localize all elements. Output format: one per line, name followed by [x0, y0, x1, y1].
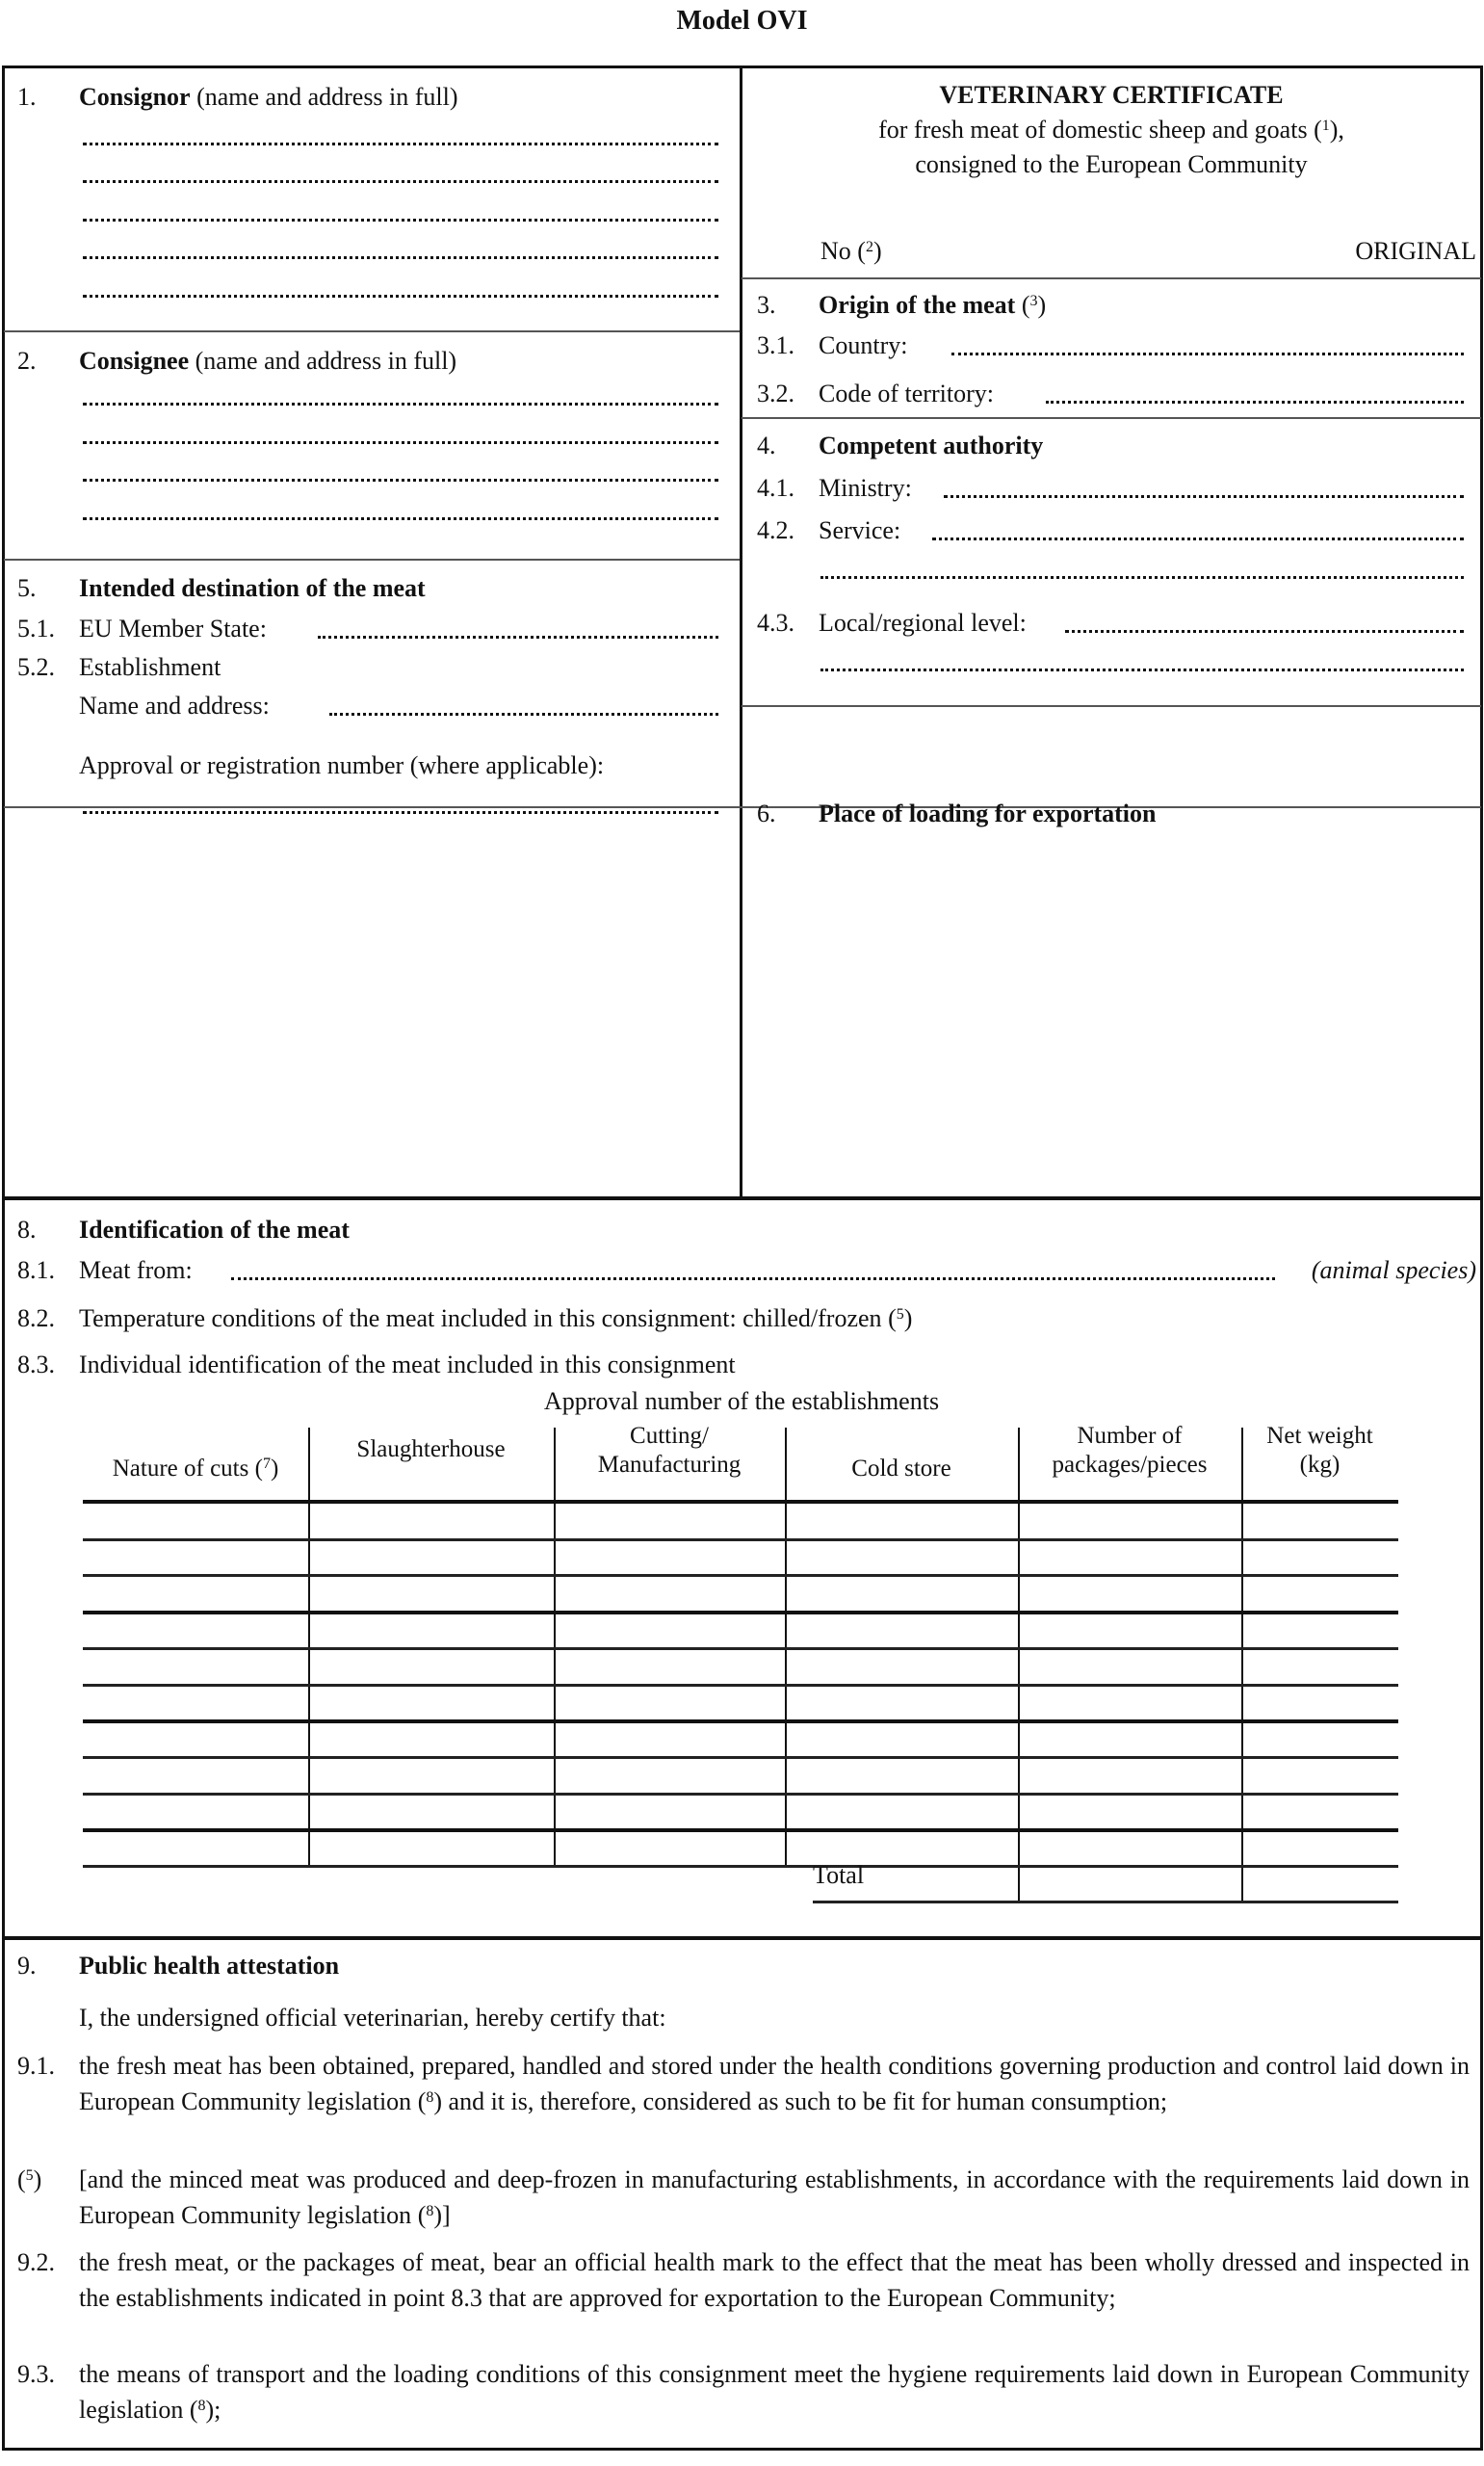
divider-section5-section7 — [4, 806, 1481, 808]
table-cell[interactable] — [1244, 1541, 1395, 1572]
consignor-line-1[interactable] — [83, 143, 718, 145]
header-label: Nature of cuts — [112, 1456, 249, 1482]
section-hint: (name and address in full) — [196, 83, 458, 111]
section-number: 8. — [17, 1216, 37, 1244]
item-number: 4.3. — [757, 609, 794, 637]
attestation-text: ] — [442, 2201, 451, 2229]
certificate-heading: VETERINARY CERTIFICATE — [939, 81, 1284, 109]
item-number: 8.2. — [17, 1304, 55, 1332]
table-cell[interactable] — [788, 1831, 1015, 1862]
table-cell[interactable] — [311, 1613, 551, 1644]
table-cell[interactable] — [1021, 1577, 1238, 1608]
section-title: Intended destination of the meat — [79, 574, 426, 602]
divider-section2-section5 — [4, 559, 740, 561]
local-level-field[interactable] — [1065, 630, 1464, 633]
header-line-2: packages/pieces — [1052, 1452, 1208, 1478]
table-cell[interactable] — [1244, 1505, 1395, 1535]
table-cell[interactable] — [86, 1831, 305, 1862]
table-cell[interactable] — [86, 1796, 305, 1826]
total-underline — [813, 1901, 1398, 1903]
table-cell[interactable] — [788, 1796, 1015, 1826]
attestation-text: ; — [214, 2396, 221, 2424]
certificate-subtitle-2: consigned to the European Community — [915, 150, 1308, 178]
meat-from-label: Meat from: — [79, 1256, 193, 1284]
table-cell[interactable] — [1021, 1831, 1238, 1862]
column-line — [554, 1428, 556, 1865]
table-cell[interactable] — [1021, 1722, 1238, 1753]
table-cell[interactable] — [1244, 1613, 1395, 1644]
original-label: ORIGINAL — [1355, 237, 1476, 265]
table-cell[interactable] — [557, 1505, 782, 1535]
name-address-label: Name and address: — [79, 692, 270, 720]
column-line — [308, 1428, 310, 1865]
section-number: 3. — [757, 291, 776, 319]
attestation-text: the means of transport and the loading conditions of this consignment meet the hygiene requirements laid down in European Community legislation — [79, 2360, 1470, 2424]
attestation-minced-meat: [and the minced meat was produced and deep-frozen in manufacturing establishments, in accordance with the requirements laid down in European Community legislation ($^8$)] — [79, 2165, 1470, 2229]
footnote-ref: 7 — [262, 1456, 271, 1472]
attestation-text: [and the minced meat was produced and deep-frozen in manufacturing establishments, in accordance with the requirements laid down in European Community legislation — [79, 2165, 1470, 2229]
section-number: 6. — [757, 800, 776, 827]
table-cell[interactable] — [1244, 1722, 1395, 1753]
table-cell[interactable] — [557, 1650, 782, 1681]
header-underline — [83, 1500, 1398, 1504]
table-cell[interactable] — [1244, 1687, 1395, 1718]
item-number: 5.2. — [17, 653, 55, 681]
column-header-net-weight — [1241, 1422, 1398, 1480]
section-number: 1. — [17, 83, 37, 111]
table-cell[interactable] — [788, 1650, 1015, 1681]
column-header-cutting — [554, 1422, 785, 1480]
footnote-ref: 8 — [426, 2203, 434, 2219]
ministry-field[interactable] — [944, 495, 1464, 498]
table-cell[interactable] — [788, 1541, 1015, 1572]
attestation-9-2 — [79, 2244, 1470, 2316]
section-number: 9. — [17, 1952, 37, 1980]
consignor-line-4[interactable] — [83, 256, 718, 259]
table-cell[interactable] — [788, 1759, 1015, 1790]
section-hint: (name and address in full) — [195, 347, 457, 375]
item-number: 3.2. — [757, 380, 794, 407]
no-label: No — [820, 237, 851, 265]
territory-code-label: Code of territory: — [819, 380, 994, 407]
item-number: ($^5$) — [17, 2165, 42, 2193]
column-header-slaughterhouse: Slaughterhouse — [356, 1436, 506, 1462]
section-title: Place of loading for exportation — [819, 800, 1157, 827]
section-title: Competent authority — [819, 432, 1044, 459]
table-cell[interactable] — [1021, 1759, 1238, 1790]
total-weight-cell[interactable] — [1243, 1867, 1397, 1900]
attestation-9-3: the means of transport and the loading conditions of this consignment meet the hygiene requirements laid down in European Community legislation ($^8$); — [79, 2360, 1470, 2424]
item-number: 9.2. — [17, 2248, 55, 2276]
attestation-intro: I, the undersigned official veterinarian, hereby certify that: — [79, 2004, 666, 2032]
footnote-ref: 3 — [1029, 293, 1038, 309]
document-title: Model OVI — [676, 6, 808, 36]
section-title: Public health attestation — [79, 1952, 340, 1980]
consignee-line-3[interactable] — [83, 479, 718, 482]
table-cell[interactable] — [1021, 1796, 1238, 1826]
table-cell[interactable] — [1021, 1650, 1238, 1681]
table-cell[interactable] — [1021, 1541, 1238, 1572]
certificate-number-label: No ($^2$) — [820, 237, 882, 265]
divider-header-section3 — [742, 277, 1481, 279]
item-number: 8.1. — [17, 1256, 55, 1284]
service-field-line-2[interactable] — [820, 576, 1464, 579]
individual-identification-label: Individual identification of the meat included in this consignment — [79, 1351, 736, 1378]
consignor-line-3[interactable] — [83, 219, 718, 222]
service-label: Service: — [819, 516, 901, 544]
item-number: 9.1. — [17, 2052, 55, 2080]
footnote-ref: 8 — [426, 2089, 434, 2106]
table-cell[interactable] — [788, 1505, 1015, 1535]
table-cell[interactable] — [311, 1650, 551, 1681]
column-divider — [740, 67, 742, 1197]
table-cell[interactable] — [1244, 1796, 1395, 1826]
table-cell[interactable] — [86, 1541, 305, 1572]
table-cell[interactable] — [311, 1505, 551, 1535]
subtitle-text: for fresh meat of domestic sheep and goats — [878, 116, 1308, 144]
subtitle-suffix: , — [1338, 116, 1344, 144]
divider-section4-section6 — [742, 705, 1481, 707]
table-group-header: Approval number of the establishments — [543, 1387, 940, 1415]
name-address-field[interactable] — [329, 713, 718, 716]
column-header-packages — [1018, 1422, 1241, 1480]
attestation-9-1: the fresh meat has been obtained, prepared, handled and stored under the health conditions governing production and control laid down in European Community legislation ($^8$) and it is, therefore, considered as such to be fit for human consumption; — [79, 2052, 1470, 2115]
table-cell[interactable] — [557, 1541, 782, 1572]
local-level-label: Local/regional level: — [819, 609, 1027, 637]
attestation-text: the fresh meat has been obtained, prepared, handled and stored under the health conditions governing production and control laid down in European Community legislation — [79, 2052, 1470, 2115]
header-line-2: (kg) — [1299, 1452, 1341, 1478]
table-cell[interactable] — [86, 1505, 305, 1535]
footnote-ref: 5 — [25, 2167, 34, 2184]
section-title: Consignor — [79, 83, 191, 111]
table-cell[interactable] — [557, 1759, 782, 1790]
country-label: Country: — [819, 331, 908, 359]
attestation-text: and it is, therefore, considered as such to be fit for human consumption; — [442, 2087, 1168, 2115]
service-field[interactable] — [932, 538, 1464, 540]
table-cell[interactable] — [86, 1759, 305, 1790]
table-cell[interactable] — [557, 1577, 782, 1608]
divider-section1-section2 — [4, 330, 740, 332]
header-line-2: Manufacturing — [597, 1452, 742, 1478]
consignor-line-2[interactable] — [83, 180, 718, 183]
header-line-1: Cutting/ — [630, 1423, 709, 1449]
table-cell[interactable] — [311, 1722, 551, 1753]
table-cell[interactable] — [311, 1541, 551, 1572]
table-cell[interactable] — [311, 1831, 551, 1862]
total-packages-cell[interactable] — [1020, 1867, 1239, 1900]
divider-section7-section8 — [4, 1196, 1481, 1200]
animal-species-label: (animal species) — [1311, 1256, 1476, 1284]
item-number: 9.3. — [17, 2360, 55, 2388]
table-cell[interactable] — [1244, 1650, 1395, 1681]
consignor-line-5[interactable] — [83, 295, 718, 298]
consignee-line-4[interactable] — [83, 517, 718, 520]
header-line-1: Number of — [1077, 1423, 1183, 1449]
section-title: Identification of the meat — [79, 1216, 350, 1244]
section-number: 5. — [17, 574, 37, 602]
table-cell[interactable] — [311, 1796, 551, 1826]
section-title: Consignee — [79, 347, 190, 375]
table-cell[interactable] — [557, 1796, 782, 1826]
establishment-label: Establishment — [79, 653, 221, 681]
table-cell[interactable] — [1021, 1613, 1238, 1644]
table-cell[interactable] — [557, 1722, 782, 1753]
item-number: 8.3. — [17, 1351, 55, 1378]
certificate-subtitle-1: for fresh meat of domestic sheep and goats ($^1$), — [878, 116, 1344, 144]
table-cell[interactable] — [557, 1687, 782, 1718]
table-cell[interactable] — [86, 1613, 305, 1644]
table-cell[interactable] — [311, 1577, 551, 1608]
consignee-line-2[interactable] — [83, 441, 718, 444]
table-cell[interactable] — [557, 1613, 782, 1644]
temperature-label: Temperature conditions of the meat included in this consignment: chilled/frozen — [79, 1304, 882, 1332]
footnote-ref: 2 — [865, 239, 873, 255]
item-number: 3.1. — [757, 331, 794, 359]
divider-section3-section4 — [742, 417, 1481, 419]
meat-from-field[interactable] — [231, 1277, 1275, 1280]
table-cell[interactable] — [788, 1577, 1015, 1608]
ministry-label: Ministry: — [819, 474, 912, 502]
table-cell[interactable] — [788, 1722, 1015, 1753]
item-number: 5.1. — [17, 615, 55, 643]
item-number: 4.1. — [757, 474, 794, 502]
table-cell[interactable] — [788, 1613, 1015, 1644]
attestation-text: the fresh meat, or the packages of meat, bear an official health mark to the effect that the meat has been wholly dressed and inspected in the establishments indicated in point 8.3 that are approved for exportation to the European Community; — [79, 2248, 1470, 2312]
territory-code-field[interactable] — [1046, 401, 1464, 404]
approval-number-line-1[interactable] — [83, 811, 718, 814]
local-level-line-2[interactable] — [820, 669, 1464, 671]
footnote-ref: 1 — [1321, 118, 1330, 134]
table-cell[interactable] — [86, 1650, 305, 1681]
table-cell[interactable] — [1021, 1687, 1238, 1718]
divider-section8-section9 — [4, 1936, 1481, 1940]
table-cell[interactable] — [1021, 1505, 1238, 1535]
section-title: Origin of the meat — [819, 291, 1016, 319]
table-cell[interactable] — [86, 1722, 305, 1753]
total-label: Total — [813, 1861, 865, 1889]
table-cell[interactable] — [1244, 1577, 1395, 1608]
footnote-ref: 8 — [197, 2398, 206, 2414]
table-cell[interactable] — [86, 1687, 305, 1718]
table-cell[interactable] — [788, 1687, 1015, 1718]
table-cell[interactable] — [1244, 1831, 1395, 1862]
table-cell[interactable] — [557, 1831, 782, 1862]
member-state-label: EU Member State: — [79, 615, 267, 643]
approval-number-label: Approval or registration number (where applicable): — [79, 751, 605, 779]
consignee-line-1[interactable] — [83, 403, 718, 406]
table-cell[interactable] — [1244, 1759, 1395, 1790]
column-header-nature-of-cuts: Nature of cuts ($^7$) — [112, 1456, 279, 1482]
column-line — [785, 1428, 787, 1865]
member-state-field[interactable] — [318, 636, 718, 639]
section-number: 4. — [757, 432, 776, 459]
table-cell[interactable] — [311, 1759, 551, 1790]
footnote-ref: 5 — [896, 1306, 904, 1323]
table-cell[interactable] — [86, 1577, 305, 1608]
country-field[interactable] — [951, 353, 1464, 355]
header-line-1: Net weight — [1266, 1423, 1373, 1449]
item-number: 4.2. — [757, 516, 794, 544]
table-cell[interactable] — [311, 1687, 551, 1718]
section-number: 2. — [17, 347, 37, 375]
column-header-cold-store: Cold store — [851, 1456, 951, 1482]
